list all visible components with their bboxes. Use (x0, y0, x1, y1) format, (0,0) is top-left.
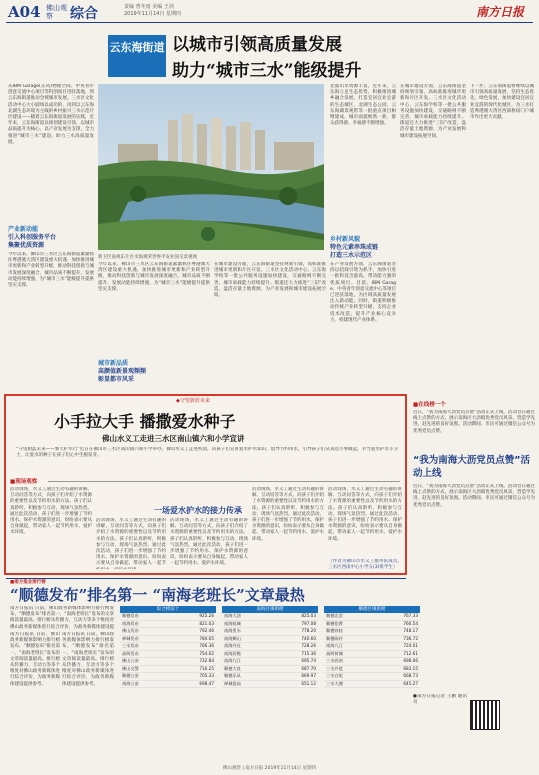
row-score: 748.17 (403, 628, 418, 633)
table-row (324, 651, 420, 659)
table-row (222, 651, 318, 659)
lead-body-col-5: 在城市建设方面，云东海街道坚持规划引领，高标准推进城市更新和片区开发。三水区文化活动中心、云东海学校等一批公共服务设施加快建设，交通路网不断完善，城市承载能力持续提升。街道还大力推进“三旧”改造，盘活存量土地资源，为产业发展和城市建设拓展空间。 (400, 84, 466, 139)
row-name: 南海丹灶 (224, 643, 241, 648)
row-name: 南海九江 (224, 658, 241, 663)
table-row (120, 636, 216, 644)
subhead-a-kicker: 产业新动能 (8, 226, 39, 233)
row-score: 821.03 (199, 620, 214, 626)
lead-photo (98, 84, 324, 250)
ranking-table-3 (324, 606, 420, 756)
row-name: 禅城发布 (122, 635, 139, 641)
row-name: 顺德伦教 (326, 620, 343, 626)
row-name: 顺德北滘 (326, 613, 343, 618)
row-name: 南海狮山 (224, 635, 241, 641)
row-name: 三水发布 (122, 643, 139, 648)
row-score: 698.06 (403, 658, 418, 663)
masthead (0, 0, 539, 22)
ranking-table-2-title: 南海区镇街榜 (222, 606, 318, 613)
table-row (120, 681, 216, 689)
row-name: 南海公安 (122, 680, 139, 686)
rightcol-byline: ●南方日报记者 王鹏 通讯员 (413, 694, 467, 706)
page-footer: 佛山观察 | 南方日报 2019年11月14日 星期四 (222, 766, 317, 771)
row-name: 三水大塘 (326, 680, 343, 686)
section-stack: 佛山观察 (46, 4, 67, 20)
row-name: 顺德容桂 (326, 628, 343, 633)
subhead-b-title-2: 打造三水示范区 (330, 252, 373, 259)
row-name: 南海西樵 (224, 650, 241, 656)
lead-headline-line-2: 助力“城市三水”能级提升 (172, 61, 362, 81)
row-score: 925.26 (199, 613, 214, 618)
subhead-c-title: 高颜值新景观频频 (98, 368, 147, 375)
table-row (222, 666, 318, 674)
rightcol-label: ■在线榜一个 (413, 402, 446, 408)
table-row (222, 621, 318, 629)
table-row (324, 666, 420, 674)
lead-body-col-2: 今年以来，佛山市三水区云东海街道紧紧抓住粤港澳大湾区建设重大机遇，加快推进城市更新和产业转型升级，推动科技创新与城市发展深度融合，城市品质不断提升，发展动能持续增强，为“城市三水”能级提升提供坚实支撑。 (8, 252, 94, 289)
row-score: 695.74 (301, 658, 316, 663)
lead-body-col-4: 在产业发展方面，云东海街道坚持以招商引资为抓手，加快引进一批科技含量高、带动能力强的优质项目。目前，IBM Garage、中英青年创意交流中心等项目已进驻落地，为区域高质量发展注入新动能。同时，街道积极推动传统产业转型升级，支持企业技术改造，提升产业核心竞争力，构建现代产业体系。 (330, 262, 396, 323)
bottom-body-b: 南方日报讯 日前，佛山政务新媒体影响力排行榜发布，“顺德发布”排名第一，“南海老班长”发布的文章阅读量最高。排行榜从传播力、互动力等多个维度对佛山政务新媒体进行综合评价，为政务新媒体建设提供参考。 (10, 632, 60, 687)
row-score: 767.33 (403, 613, 418, 618)
row-score: 754.02 (199, 650, 214, 656)
row-score: 698.47 (199, 680, 214, 686)
subhead-c-kicker: 城市新品质 (98, 360, 129, 367)
ranking-tables (120, 606, 422, 758)
lead-body-under-photo-b: 在城市建设方面，云东海街道坚持规划引领，高标准推进城市更新和片区开发。三水区文化活动中心、云东海学校等一批公共服务设施加快建设，交通路网不断完善，城市承载能力持续提升。街道还大力推进“三旧”改造，盘活存量土地资源，为产业发展和城市建设拓展空间。 (214, 262, 326, 299)
row-score: 792.46 (199, 628, 214, 633)
lead-body-col-1: 从IBM Garage(东风)物理空间、中英青年创意交流中心项目等科创项目进驻落地，到云东海街道推动全域城市发展。三水区文化活动中心大小剧场以成功的，再到以云东海北湖生态环境为主线的乡村振兴三水示范片区建设——随着云东海街道发展的实践，近年来，云东海街道以规划建设引领，以城市品质提升为核心，以产业发展为支撑，全力推进“城市三水”建设，助力三水高质量发展。 (8, 84, 94, 145)
row-score: 797.08 (301, 620, 316, 626)
row-name: 高明荷城 (326, 650, 343, 656)
ranking-table-3-title: 顺德区镇街榜 (324, 606, 420, 613)
table-row (222, 673, 318, 681)
row-name: 佛山发布 (122, 628, 139, 633)
subhead-a-title: 引入科创服务平台 (8, 234, 57, 241)
feature-kicker: ◆守望蔚蓝未来 (176, 398, 210, 404)
table-row (324, 658, 420, 666)
table-row (120, 666, 216, 674)
feature-side-label: ■现场观察 (10, 479, 38, 485)
row-score: 668.73 (403, 673, 418, 678)
row-score: 651.12 (301, 680, 316, 686)
row-name: 顺德乐从 (224, 673, 241, 678)
qr-code-icon (470, 700, 500, 730)
row-name: 顺德公安 (122, 673, 139, 678)
table-row (120, 643, 216, 651)
subhead-b-title: 特色元素串珠成链 (330, 244, 379, 251)
ranking-table-2 (222, 606, 318, 756)
table-row (120, 613, 216, 621)
table-row (222, 636, 318, 644)
table-row (222, 643, 318, 651)
bottom-label: ■南方报业排行榜 (10, 580, 46, 585)
row-score: 712.61 (403, 650, 418, 656)
lead-headline-line-1: 以城市引领高质量发展 (172, 35, 342, 55)
row-name: 南海里水 (224, 628, 241, 633)
row-score: 732.84 (199, 658, 214, 663)
bottom-rule (6, 578, 406, 579)
section-name: 综合 (70, 6, 98, 22)
row-name: 顺德发布 (122, 613, 139, 618)
lead-body-col-6: 下一步，云东海街道将继续以城市引领高质量发展，坚持生态优先、绿色发展，加快建设宜居宜业宜游的现代化城区，为三水打造粤港澳大湾区西部枢纽门户城市作出更大贡献。 (470, 84, 534, 121)
table-row (120, 658, 216, 666)
table-row (222, 628, 318, 636)
subhead-c-title-2: 彰显都市风采 (98, 376, 135, 383)
feature-body-col-3: 活动现场，水义工通过生动有趣的讲解、互动问答等方式，向孩子们介绍了水资源的重要性以及节约用水的方法。孩子们认真聆听，积极参与互动，现场气氛热烈。通过此次活动，孩子们进一步增强了节约用水、保护水资源的意识，纷纷表示要从自身做起，带动家人一起节约用水、爱护水环境。 (170, 518, 248, 567)
row-name: 顺德陈村 (326, 635, 343, 641)
row-score: 715.36 (301, 650, 316, 656)
lead-body-under-photo-a: 今年以来，佛山市三水区云东海街道紧紧抓住粤港澳大湾区建设重大机遇，加快推进城市更新和产业转型升级，推动科技创新与城市发展深度融合，城市品质不断提升，发展动能持续增强，为“城市三水”能级提升提供坚实支撑。 (98, 262, 210, 292)
feature-body-col-1: 活动现场，水义工通过生动有趣的讲解、互动问答等方式，向孩子们介绍了水资源的重要性以及节约用水的方法。孩子们认真聆听，积极参与互动，现场气氛热烈。通过此次活动，孩子们进一步增强了节约用水、保护水资源的意识，纷纷表示要从自身做起，带动家人一起节约用水、爱护水环境。 (10, 487, 92, 536)
row-score: 645.27 (403, 680, 418, 686)
feature-rule (48, 481, 400, 482)
row-score: 784.05 (199, 635, 214, 641)
rightcol-body: 近日，“我为南海大沥党员点赞”活动正式上线，活动旨在通过线上点赞的方式，展示南海区大沥镇优秀党员风采，营造学先进、赶先进的良好氛围。活动期间，市民可通过微信公众号为优秀党员点赞。 (413, 484, 535, 508)
table-row (324, 636, 420, 644)
cityscape-photo (98, 84, 324, 250)
row-score: 740.60 (301, 635, 316, 641)
bottom-headline: “顺德发布”排名第一 “南海老班长”文章最热 (10, 586, 305, 604)
table-row (324, 621, 420, 629)
row-score: 724.01 (403, 643, 418, 648)
row-name: 南海桂城 (224, 620, 241, 626)
row-name: 南海大沥 (224, 613, 241, 618)
row-score: 716.25 (199, 665, 214, 671)
bottom-body-c: 南方日报讯 日前，佛山政务新媒体影响力排行榜发布，“顺德发布”排名第一，“南海老班长”发布的文章阅读量最高。排行榜从传播力、互动力等多个维度对佛山政务新媒体进行综合评价，为政务新媒体建设提供参考。 (62, 632, 114, 687)
meta-line-1: 责编 曾冬雨 美编 王剑 (124, 4, 174, 10)
ranking-table-1-title: 综合榜前十 (120, 606, 216, 613)
row-score: 766.36 (199, 643, 214, 648)
table-row (120, 628, 216, 636)
feature-headline: 小手拉大手 播撒爱水种子 (54, 412, 236, 431)
feature-subtitle: 佛山水义工走进三水区南山镇六和小学宣讲 (102, 434, 245, 443)
feature-sub-headline: 一场爱水护水的接力传承 (154, 506, 242, 515)
rightcol-headline: “我为南海大沥党员点赞”活动上线 (413, 455, 530, 479)
row-name: 三水芦苞 (326, 665, 343, 671)
row-score: 778.20 (301, 628, 316, 633)
row-score: 705.33 (199, 673, 214, 678)
feature-intro: “守望蔚蓝未来——擎天护水行”近日在佛山市三水区南山镇六和小学举办，佛山水义工走进校园，向孩子们宣讲爱水护水知识，倡导节约用水，引导孩子们从身边小事做起，争当爱水护水小卫士，让爱水的种子在孩子们心中生根发芽。 (16, 447, 398, 459)
rightcol-top-text: 近日，“我为南海大沥党员点赞”活动正式上线，活动旨在通过线上点赞的方式，展示南海区大沥镇优秀党员风采，营造学先进、赶先进的良好氛围。活动期间，市民可通过微信公众号为优秀党员点赞。 (413, 410, 535, 434)
table-row (120, 673, 216, 681)
table-row (324, 628, 420, 636)
table-row (222, 613, 318, 621)
row-name: 佛山公安 (122, 658, 139, 663)
table-row (324, 643, 420, 651)
photo-caption: 新卫区南视东片区水海观荣世界平安业国交景观网 (98, 255, 197, 260)
row-score: 687.70 (301, 665, 316, 671)
feature-body-col-5: 活动现场，水义工通过生动有趣的讲解、互动问答等方式，向孩子们介绍了水资源的重要性以及节约用水的方法。孩子们认真聆听，积极参与互动，现场气氛热烈。通过此次活动，孩子们进一步增强了节约用水、保护水资源的意识，纷纷表示要从自身做起，带动家人一起节约用水、爱护水环境。 (328, 487, 402, 542)
row-score: 736.72 (403, 635, 418, 641)
subhead-b-kicker: 乡村新风貌 (330, 236, 361, 243)
page-number: A04 (8, 3, 41, 21)
table-row (324, 673, 420, 681)
table-row (222, 658, 318, 666)
table-row (324, 681, 420, 689)
row-name: 顺德大良 (224, 665, 241, 671)
meta-line-2: 2019年11月14日 星期四 (124, 11, 182, 17)
feature-body-col-2: 活动现场，水义工通过生动有趣的讲解、互动问答等方式，向孩子们介绍了水资源的重要性以及节约用水的方法。孩子们认真聆听，积极参与互动，现场气氛热烈。通过此次活动，孩子们进一步增强了节约用水、保护水资源的意识，纷纷表示要从自身做起，带动家人一起节 (96, 518, 166, 567)
row-score: 669.97 (301, 673, 316, 678)
row-name: 三水白坭 (326, 673, 343, 678)
location-tag: 云东海街道 (108, 35, 166, 77)
row-name: 南海发布 (122, 620, 139, 626)
row-name: 高明发布 (122, 650, 139, 656)
table-row (120, 651, 216, 659)
row-score: 760.54 (403, 620, 418, 626)
row-score: 825.03 (301, 613, 316, 618)
row-name: 禅城祖庙 (224, 680, 241, 686)
table-row (324, 613, 420, 621)
row-name: 三水西南 (326, 658, 343, 663)
row-score: 728.26 (301, 643, 316, 648)
masthead-rule (6, 22, 533, 23)
lead-body-col-3: 北面山水资源丰富，近年来，云东海立足生态优势，积极推进城乡融合发展，打造宜居宜业宜游的生态城区，北湖生态公园、云东海湖景观带等一批重点项目相继建成，城市面貌焕然一新，群众获得感、幸福感不断增强。 (330, 84, 396, 127)
subhead-a-title-2: 集聚优质资源 (8, 242, 45, 249)
row-name: 佛山交警 (122, 665, 139, 671)
ranking-table-1 (120, 606, 216, 756)
bottom-body-a: 南方日报讯 日前，佛山政务新媒体影响力排行榜发布，“顺德发布”排名第一，“南海老班长”发布的文章阅读量最高。排行榜从传播力、互动力等多个维度对佛山政务新媒体进行综合评价，为政务新媒体建设提 (10, 606, 114, 630)
table-row (120, 621, 216, 629)
feature-body-col-4: 活动现场，水义工通过生动有趣的讲解、互动问答等方式，向孩子们介绍了水资源的重要性以及节约用水的方法。孩子们认真聆听，积极参与互动，现场气氛热烈。通过此次活动，孩子们进一步增强了节约用水、保护水资源的意识，纷纷表示要从自身做起，带动家人一起节约用水、爱护水环境。 (252, 487, 324, 542)
row-score: 683.15 (403, 665, 418, 671)
brand-logo: 南方日报 (476, 5, 525, 19)
feature-signoff: （作者为佛山市水义工服务队成员、三水区西南中心小学五(3)班学生） (328, 559, 402, 571)
page-meta (124, 4, 181, 18)
row-name: 南海九江 (326, 643, 343, 648)
table-row (222, 681, 318, 689)
